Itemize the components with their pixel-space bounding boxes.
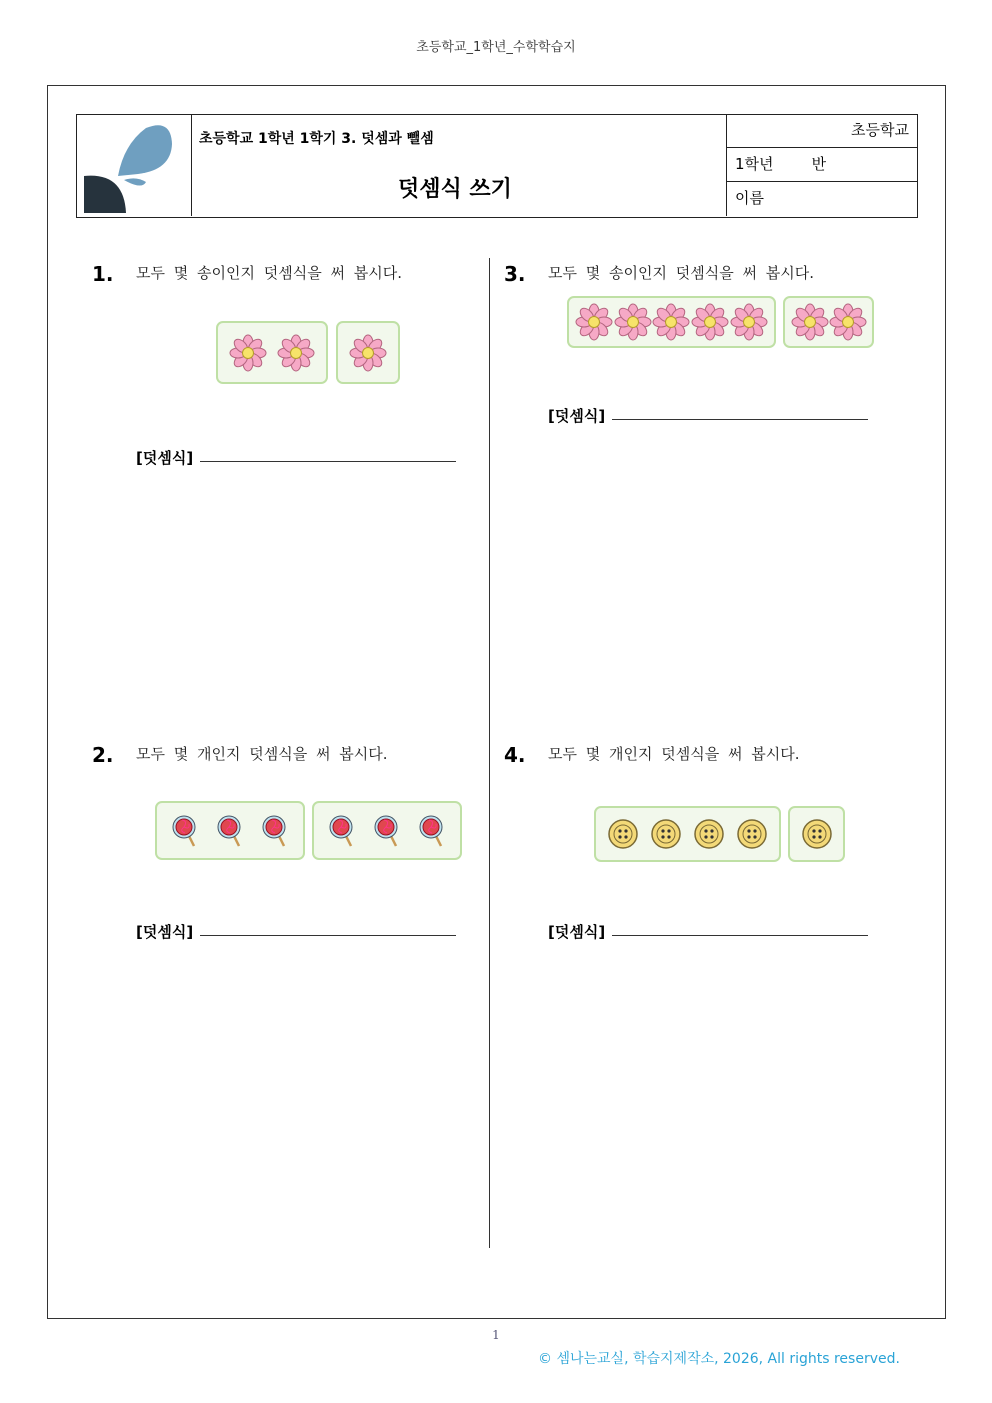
problem-number: 4. bbox=[504, 743, 526, 767]
flower-icon bbox=[575, 303, 613, 341]
problem-question: 모두 몇 송이인지 덧셈식을 써 봅시다. bbox=[136, 264, 402, 282]
lollipop-icon bbox=[170, 814, 200, 848]
flower-icon bbox=[791, 303, 829, 341]
answer-line[interactable] bbox=[612, 935, 868, 936]
student-info bbox=[726, 114, 917, 216]
answer-label: [덧셈식] bbox=[548, 923, 606, 941]
item-group bbox=[783, 296, 874, 348]
lollipop-icon bbox=[327, 814, 357, 848]
problem-question: 모두 몇 송이인지 덧셈식을 써 봅시다. bbox=[548, 264, 814, 282]
flower-icon bbox=[652, 303, 690, 341]
button-icon bbox=[801, 818, 833, 850]
item-group bbox=[336, 321, 400, 384]
flower-icon bbox=[277, 334, 315, 372]
problem-number: 1. bbox=[92, 262, 114, 286]
answer-label: [덧셈식] bbox=[548, 407, 606, 425]
lollipop-icon bbox=[260, 814, 290, 848]
answer-label: [덧셈식] bbox=[136, 449, 194, 467]
flower-icon bbox=[614, 303, 652, 341]
answer-label: [덧셈식] bbox=[136, 923, 194, 941]
grade-class-field[interactable]: 1학년 반 bbox=[727, 148, 917, 182]
flower-icon bbox=[349, 334, 387, 372]
lollipop-icon bbox=[215, 814, 245, 848]
problem-question: 모두 몇 개인지 덧셈식을 써 봅시다. bbox=[548, 745, 800, 763]
column-divider bbox=[489, 258, 490, 1248]
answer-line[interactable] bbox=[200, 935, 456, 936]
school-field: 초등학교 bbox=[727, 114, 917, 148]
lollipop-icon bbox=[417, 814, 447, 848]
answer-line[interactable] bbox=[612, 419, 868, 420]
flower-icon bbox=[829, 303, 867, 341]
item-group bbox=[594, 806, 781, 862]
item-group bbox=[788, 806, 845, 862]
problem-number: 2. bbox=[92, 743, 114, 767]
item-group bbox=[567, 296, 776, 348]
flower-icon bbox=[691, 303, 729, 341]
logo bbox=[76, 114, 192, 216]
page-title: 덧셈식 쓰기 bbox=[398, 177, 512, 202]
document-header: 초등학교_1학년_수학학습지 bbox=[416, 40, 576, 55]
unit-subtitle: 초등학교 1학년 1학기 3. 덧셈과 뺄셈 bbox=[199, 131, 434, 147]
button-icon bbox=[607, 818, 639, 850]
button-icon bbox=[736, 818, 768, 850]
button-icon bbox=[650, 818, 682, 850]
item-group bbox=[155, 801, 305, 860]
answer-line[interactable] bbox=[200, 461, 456, 462]
problem-number: 3. bbox=[504, 262, 526, 286]
page-number: 1 bbox=[492, 1328, 500, 1342]
drop-logo-icon bbox=[76, 114, 191, 216]
lollipop-icon bbox=[372, 814, 402, 848]
problem-question: 모두 몇 개인지 덧셈식을 써 봅시다. bbox=[136, 745, 388, 763]
item-group bbox=[312, 801, 462, 860]
item-group bbox=[216, 321, 328, 384]
button-icon bbox=[693, 818, 725, 850]
flower-icon bbox=[229, 334, 267, 372]
copyright: © 셈나는교실, 학습지제작소, 2026, All rights reserved. bbox=[538, 1351, 900, 1367]
name-field[interactable]: 이름 bbox=[735, 189, 764, 207]
flower-icon bbox=[730, 303, 768, 341]
